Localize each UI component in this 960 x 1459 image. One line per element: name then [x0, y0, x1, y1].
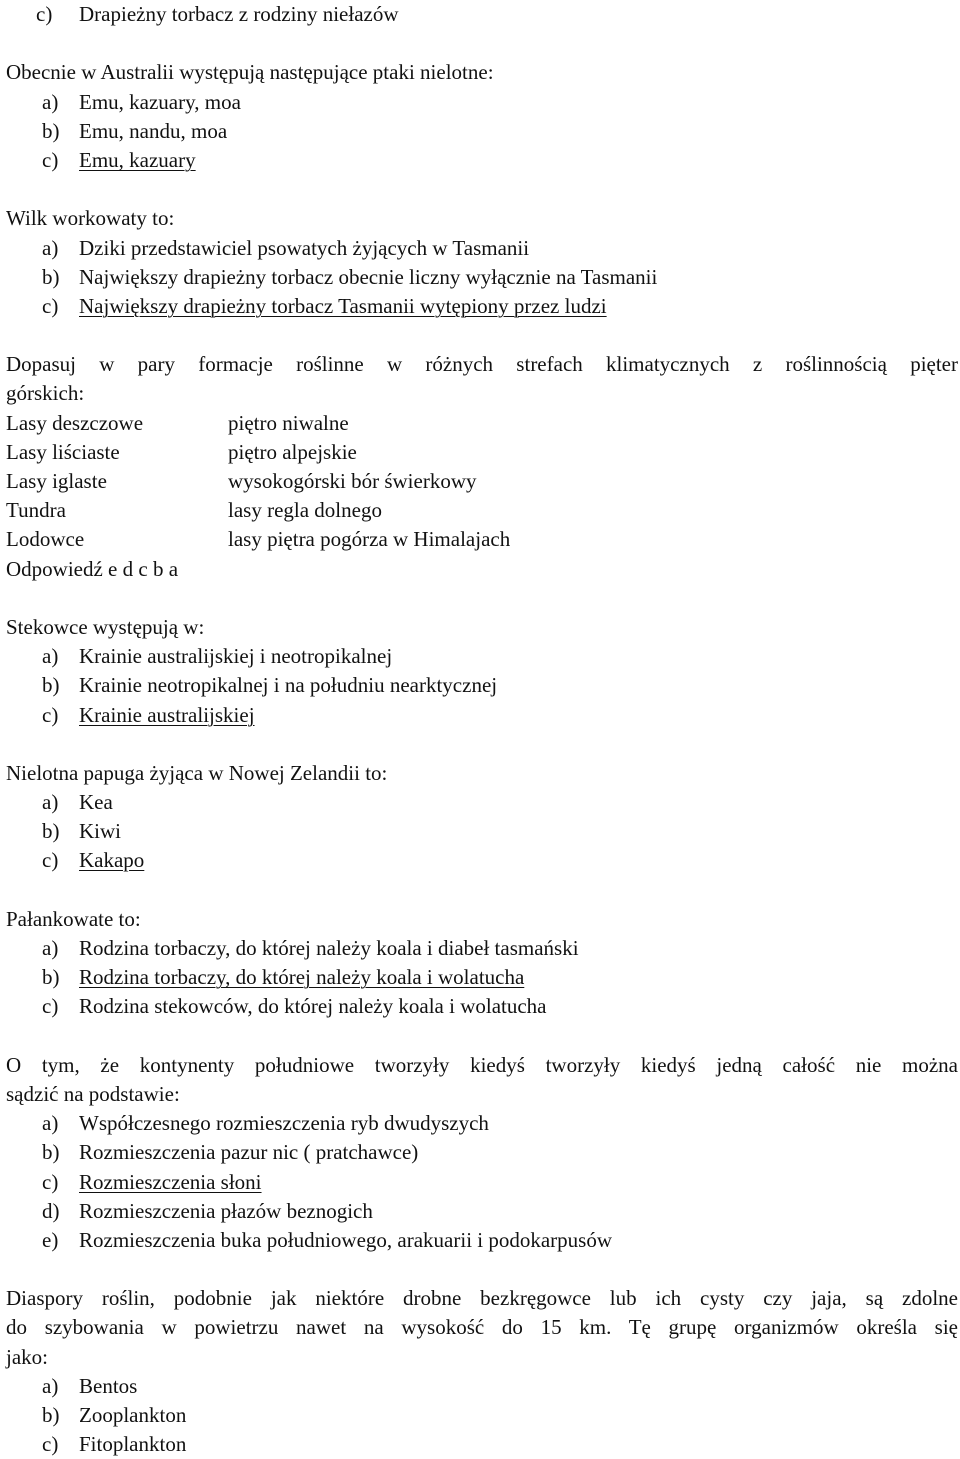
option-text: Fitoplankton: [79, 1432, 187, 1457]
option-letter: c): [42, 1432, 59, 1457]
option-text: Emu, nandu, moa: [79, 118, 228, 143]
option-letter: b): [42, 1403, 60, 1427]
option-c: [6, 292, 958, 321]
question-title: Nielotna papuga żyjąca w Nowej Zelandii to:: [6, 760, 388, 785]
question-title-continued: sądzić na podstawie:: [6, 1081, 180, 1106]
pair-left: Lodowce: [6, 527, 85, 552]
question-title: O tym, że kontynenty południowe tworzyły kiedyś tworzyły kiedyś jedną całość nie można: [6, 1052, 958, 1077]
pair-left: Tundra: [6, 498, 66, 523]
question-title: Stekowce występują w:: [6, 614, 205, 639]
option-b: [6, 1138, 958, 1167]
option-letter: a): [42, 1111, 59, 1136]
option-a: [6, 234, 958, 263]
pair-row: [6, 438, 958, 467]
answer-text: Odpowiedź e d c b a: [6, 556, 179, 581]
option-a: [6, 642, 958, 671]
option-letter: a): [42, 89, 59, 114]
option-text: Rozmieszczenia buka południowego, arakuarii i podokarpusów: [79, 1227, 613, 1252]
option-letter: c): [42, 147, 59, 172]
option-c: [6, 0, 958, 29]
pair-row: [6, 496, 958, 525]
option-letter: a): [42, 1373, 59, 1398]
pair-row: [6, 467, 958, 496]
option-c: [6, 992, 958, 1021]
option-b: [6, 1401, 958, 1430]
option-b: [6, 263, 958, 292]
pair-right: wysokogórski bór świerkowy: [228, 469, 477, 493]
option-letter: c): [42, 1169, 59, 1194]
pair-row: [6, 409, 958, 438]
correct-answer-text: Kakapo: [79, 848, 145, 873]
option-b: [6, 671, 958, 700]
option-letter: a): [42, 644, 59, 669]
option-text: Emu, kazuary, moa: [79, 89, 241, 114]
option-a: [6, 1372, 958, 1401]
option-letter: a): [42, 936, 59, 960]
question-title: Wilk workowaty to:: [6, 206, 175, 231]
pair-right: piętro alpejskie: [228, 439, 357, 464]
option-a: [6, 1109, 958, 1138]
question-title-continued: do szybowania w powietrzu nawet na wysokość do 15 km. Tę grupę organizmów określa się: [6, 1315, 958, 1340]
correct-answer-text: Emu, kazuary: [79, 147, 196, 172]
pair-right: lasy piętra pogórza w Himalajach: [228, 527, 511, 552]
option-c: [6, 1168, 958, 1197]
option-letter: b): [42, 819, 60, 844]
option-text: Bentos: [79, 1373, 138, 1398]
option-text: Rozmieszczenia pazur nic ( pratchawce): [79, 1140, 419, 1165]
option-letter: c): [42, 293, 59, 318]
option-a: [6, 934, 958, 963]
option-text: Rozmieszczenia płazów beznogich: [79, 1198, 373, 1223]
option-letter: a): [42, 790, 59, 815]
option-letter: b): [42, 1140, 60, 1165]
option-text: Kea: [79, 790, 113, 815]
option-text: Krainie australijskiej i neotropikalnej: [79, 644, 393, 669]
option-text: Rodzina torbaczy, do której należy koala i diabeł tasmański: [79, 936, 579, 960]
option-d: [6, 1197, 958, 1226]
option-letter: c): [36, 2, 53, 26]
question-title: Pałankowate to:: [6, 906, 141, 931]
option-text: Drapieżny torbacz z rodziny niełazów: [79, 2, 399, 26]
option-b: [6, 817, 958, 846]
option-letter: b): [42, 118, 60, 143]
option-letter: c): [42, 702, 59, 727]
option-letter: a): [42, 235, 59, 260]
option-a: [6, 788, 958, 817]
option-letter: b): [42, 673, 60, 698]
option-letter: d): [42, 1198, 60, 1223]
option-letter: b): [42, 264, 60, 289]
option-a: [6, 88, 958, 117]
pair-left: Lasy liściaste: [6, 439, 120, 464]
pair-right: lasy regla dolnego: [228, 498, 382, 523]
question-title: Diaspory roślin, podobnie jak niektóre drobne bezkręgowce lub ich cysty czy jaja, są zdolne: [6, 1286, 958, 1311]
option-b: [6, 117, 958, 146]
correct-answer-text: Największy drapieżny torbacz Tasmanii wytępiony przez ludzi: [79, 293, 607, 318]
option-text: Krainie neotropikalnej i na południu nearktycznej: [79, 673, 498, 698]
option-b: [6, 963, 958, 992]
question-title-continued: jako:: [6, 1344, 48, 1369]
pair-row: [6, 525, 958, 554]
option-c: [6, 1430, 958, 1459]
correct-answer-text: Rodzina torbaczy, do której należy koala i wolatucha: [79, 965, 525, 990]
question-title: Dopasuj w pary formacje roślinne w różnych strefach klimatycznych z roślinnością pięter: [6, 352, 958, 377]
option-letter: b): [42, 965, 60, 990]
pair-left: Lasy iglaste: [6, 469, 107, 493]
pair-left: Lasy deszczowe: [6, 410, 144, 435]
option-text: Rodzina stekowców, do której należy koala i wolatucha: [79, 994, 547, 1019]
option-text: Zooplankton: [79, 1403, 187, 1427]
option-text: Dziki przedstawiciel psowatych żyjących w Tasmanii: [79, 235, 530, 260]
option-c: [6, 846, 958, 875]
document-page: [6, 0, 958, 1459]
option-c: [6, 701, 958, 730]
question-title: Obecnie w Australii występują następujące ptaki nielotne:: [6, 60, 494, 85]
option-text: Kiwi: [79, 819, 121, 844]
option-text: Współczesnego rozmieszczenia ryb dwudyszych: [79, 1111, 489, 1136]
correct-answer-text: Krainie australijskiej: [79, 702, 255, 727]
option-letter: c): [42, 994, 59, 1019]
question-title-continued: górskich:: [6, 381, 85, 406]
correct-answer-text: Rozmieszczenia słoni: [79, 1169, 262, 1194]
option-e: [6, 1226, 958, 1255]
option-text: Największy drapieżny torbacz obecnie liczny wyłącznie na Tasmanii: [79, 264, 658, 289]
option-letter: c): [42, 848, 59, 873]
option-letter: e): [42, 1227, 59, 1252]
option-c: [6, 146, 958, 175]
pair-right: piętro niwalne: [228, 410, 349, 435]
